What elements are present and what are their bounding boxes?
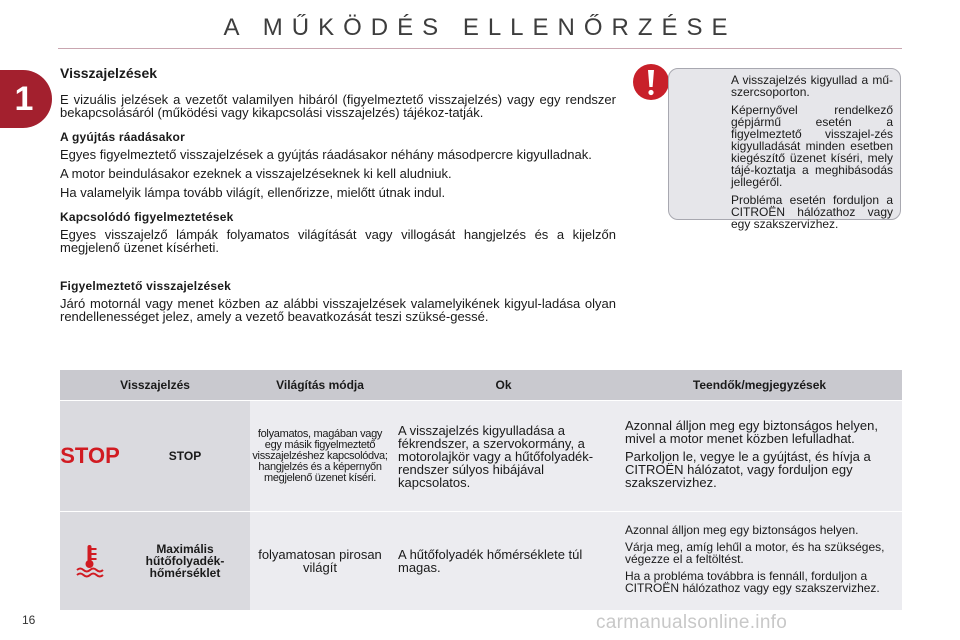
note-paragraph-3: Probléma esetén forduljon a CITROËN hálózathoz vagy egy szakszervizhez. <box>731 193 893 231</box>
page-number: 16 <box>22 613 36 627</box>
ignition-paragraph-3: Ha valamelyik lámpa tovább világít, ellenőrizze, mielőtt útnak indul. <box>60 185 446 200</box>
lighting-mode: folyamatos, magában vagy egy másik figyelmeztető visszajelzéshez kapcsolódva; hangjelzés és a képernyőn megjelenő üzenet kíséri. <box>250 401 390 512</box>
note-box <box>668 68 901 231</box>
note-line: Azonnal álljon meg egy biztonságos helyen. <box>625 522 859 537</box>
watermark: carmanualsonline.info <box>596 612 788 633</box>
lighting-mode: folyamatosan pirosan világít <box>250 512 390 611</box>
column-header: Visszajelzés <box>60 370 250 401</box>
chapter-tab: 1 <box>0 70 52 128</box>
cause: A hűtőfolyadék hőmérséklete túl magas. <box>390 512 617 611</box>
note-paragraph-2: Képernyővel rendelkező gépjármű esetén a figyelmeztető visszajel-zés kigyulladását minden esetben kiegészítő üzenet kíséri, mely tájé-koztatja a meghibásodás jellegéről. <box>731 103 893 189</box>
stop-icon <box>60 401 120 512</box>
note-line: Ha a probléma továbbra is fennáll, forduljon a CITROËN hálózathoz vagy egy szakszervizhez. <box>625 568 880 595</box>
warning-name: STOP <box>120 401 250 512</box>
column-header: Ok <box>390 370 617 401</box>
intro-paragraph: E vizuális jelzések a vezetőt valamilyen hibáról (figyelmeztető visszajelzés) vagy egy rendszer bekapcsolásáról (működési vagy kikapcsolási visszajelzés) tájékoz-tatják. <box>60 92 616 120</box>
warning-lights-table <box>60 370 902 610</box>
table-row <box>60 512 902 611</box>
section-heading: Visszajelzések <box>60 65 158 81</box>
coupled-paragraph: Egyes visszajelző lámpák folyamatos világítását vagy villogását hangjelzés és a kijelzőn megjelenő üzenet kísérheti. <box>60 227 616 255</box>
note-line: Parkoljon le, vegye le a gyújtást, és hívja a CITROËN hálózatot, vagy forduljon egy szakszervizhez. <box>625 448 871 490</box>
note-paragraph-1: A visszajelzés kigyullad a mű-szercsoporton. <box>731 73 893 99</box>
notes <box>617 401 902 512</box>
main-text <box>60 64 616 329</box>
page-title: A MŰKÖDÉS ELLENŐRZÉSE <box>223 14 737 41</box>
stop-icon-text: STOP <box>60 443 120 468</box>
cause: A visszajelzés kigyulladása a fékrendszer, a szervokormány, a motorolajkör vagy a hűtőfolyadék-rendszer súlyos hibájával kapcsolatos. <box>390 401 617 512</box>
coupled-heading: Kapcsolódó figyelmeztetések <box>60 210 234 224</box>
ignition-paragraph-2: A motor beindulásakor ezeknek a visszajelzéseknek ki kell aludniuk. <box>60 166 452 181</box>
notes <box>617 512 902 611</box>
warning-heading: Figyelmeztető visszajelzések <box>60 279 232 293</box>
coolant-temperature-icon <box>60 512 120 611</box>
column-header: Világítás módja <box>250 370 390 401</box>
exclamation-icon <box>633 64 669 100</box>
header-divider <box>58 48 902 49</box>
table-header-row <box>60 370 902 401</box>
warning-name: Maximális hűtőfolyadék-hőmérséklet <box>120 512 250 611</box>
warning-paragraph: Járó motornál vagy menet közben az alábbi visszajelzések valamelyikének kigyul-ladása olyan rendellenességet jelez, amely a vezető beavatkozását teszi szüksé-gessé. <box>60 296 616 324</box>
note-line: Azonnal álljon meg egy biztonságos helyen, mivel a motor menet közben lefulladhat. <box>625 417 878 446</box>
note-line: Várja meg, amíg lehűl a motor, és ha szükséges, végezze el a feltöltést. <box>625 539 885 566</box>
ignition-heading: A gyújtás ráadásakor <box>60 130 185 144</box>
column-header: Teendők/megjegyzések <box>617 370 902 401</box>
ignition-paragraph-1: Egyes figyelmeztető visszajelzések a gyújtás ráadásakor néhány másodpercre kigyulladnak. <box>60 147 592 162</box>
table-row <box>60 401 902 512</box>
